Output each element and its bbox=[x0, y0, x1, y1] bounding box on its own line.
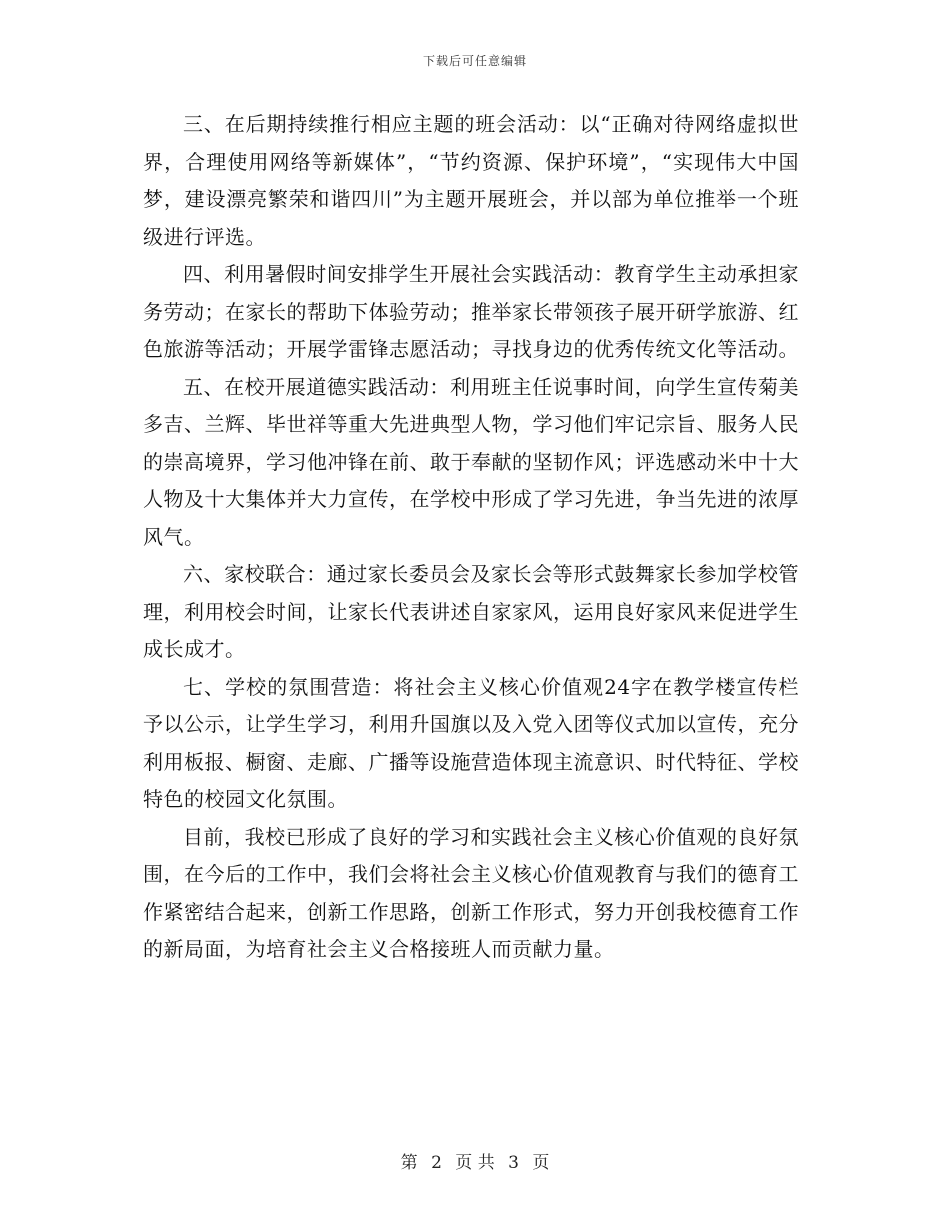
page-header: 下载后可任意编辑 bbox=[422, 54, 527, 68]
footer-suffix: 页 bbox=[532, 1153, 550, 1173]
page-footer bbox=[0, 1148, 950, 1173]
footer-prefix: 第 bbox=[400, 1153, 418, 1173]
paragraph-3: 三、在后期持续推行相应主题的班会活动：以“正确对待网络虚拟世界，合理使用网络等新媒体”，“节约资源、保护环境”，“实现伟大中国梦，建设漂亮繁荣和谐四川”为主题开展班会，并以部为单位推举一个班级进行评选。 bbox=[143, 112, 799, 249]
paragraph-4: 四、利用暑假时间安排学生开展社会实践活动：教育学生主动承担家务劳动；在家长的帮助下体验劳动；推举家长带领孩子展开研学旅游、红色旅游等活动；开展学雷锋志愿活动；寻找身边的优秀传统文化等活动。 bbox=[143, 262, 799, 361]
paragraph-conclusion: 目前，我校已形成了良好的学习和实践社会主义核心价值观的良好氛围，在今后的工作中，我们会将社会主义核心价值观教育与我们的德育工作紧密结合起来，创新工作思路，创新工作形式，努力开创我校德育工作的新局面，为培育社会主义合格接班人而贡献力量。 bbox=[143, 824, 799, 961]
document-body bbox=[143, 106, 799, 969]
footer-middle: 页 共 bbox=[455, 1153, 495, 1173]
paragraph-6: 六、家校联合：通过家长委员会及家长会等形式鼓舞家长参加学校管理，利用校会时间，让家长代表讲述自家家风，运用良好家风来促进学生成长成才。 bbox=[143, 562, 799, 661]
paragraph-5: 五、在校开展道德实践活动：利用班主任说事时间，向学生宣传菊美多吉、兰辉、毕世祥等重大先进典型人物，学习他们牢记宗旨、服务人民的崇高境界，学习他冲锋在前、敢于奉献的坚韧作风；评选感动米中十大人物及十大集体并大力宣传，在学校中形成了学习先进，争当先进的浓厚风气。 bbox=[143, 374, 799, 549]
paragraph-7: 七、学校的氛围营造：将社会主义核心价值观24字在教学楼宣传栏予以公示，让学生学习，利用升国旗以及入党入团等仪式加以宣传，充分利用板报、橱窗、走廊、广播等设施营造体现主流意识、时代特征、学校特色的校园文化氛围。 bbox=[143, 674, 799, 811]
footer-page-number: 2 bbox=[431, 1153, 442, 1173]
footer-total-pages: 3 bbox=[508, 1153, 519, 1173]
